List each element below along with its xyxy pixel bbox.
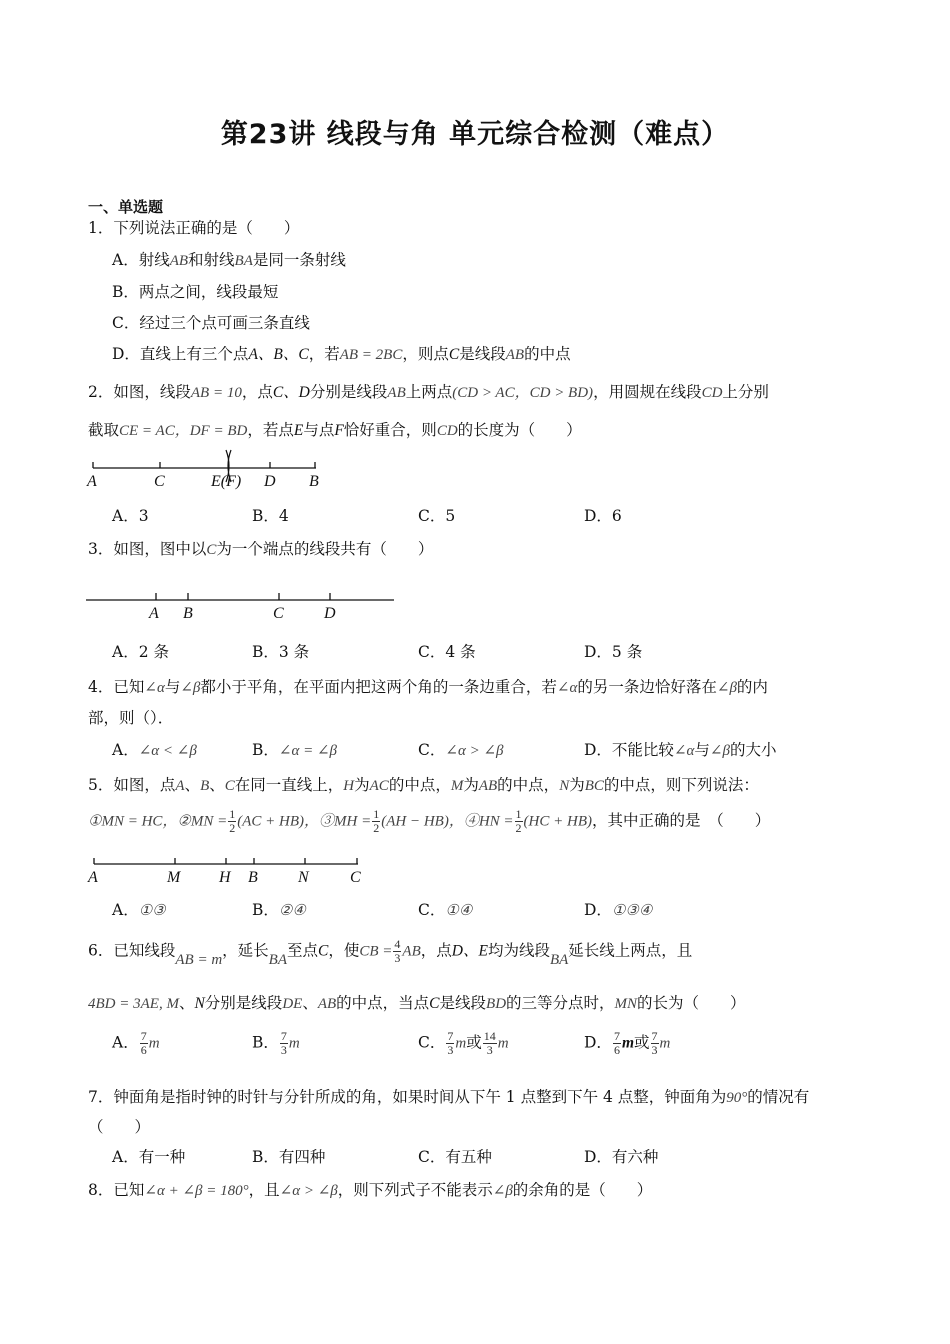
text: 为 xyxy=(569,776,585,794)
label: A． xyxy=(112,901,139,919)
math: AC xyxy=(369,778,389,794)
label-h: H xyxy=(219,869,231,886)
math: AB xyxy=(402,943,421,960)
fraction-half: $\frac{1}{2}$ xyxy=(229,807,236,835)
math: ∠α = ∠β xyxy=(278,743,337,759)
math: BC xyxy=(584,778,604,794)
label: A． xyxy=(112,741,139,759)
text: ，则点 xyxy=(402,345,449,363)
text: 与点 xyxy=(303,421,335,439)
math: ①③④ xyxy=(611,903,653,919)
question-4-option-c xyxy=(418,738,503,760)
text: 4．已知 xyxy=(88,678,145,696)
question-4-option-d xyxy=(584,738,776,760)
question-6-option-b xyxy=(252,1030,300,1057)
point: N xyxy=(194,995,205,1012)
text: 上两点 xyxy=(405,383,453,401)
label-c: C xyxy=(273,605,284,622)
question-3-option-c: C．4 条 xyxy=(418,643,476,661)
text: ，若 xyxy=(308,345,340,363)
question-4-line-2: 部，则（）． xyxy=(88,709,174,727)
math: H xyxy=(343,778,355,794)
text: ，使 xyxy=(328,941,360,960)
question-6-line-2 xyxy=(88,991,746,1013)
fraction: $\frac{7}{6}$ xyxy=(140,1029,147,1057)
label-n: N xyxy=(298,869,309,886)
text: 的余角的是（ ） xyxy=(512,1181,653,1199)
question-7-line-2: （ ） xyxy=(88,1118,151,1136)
question-7-option-a: A．有一种 xyxy=(112,1148,186,1166)
text: 的长度为（ ） xyxy=(457,421,582,439)
text: ，则下列式子不能表示 xyxy=(337,1181,493,1199)
label: D． xyxy=(584,901,612,919)
question-3-option-d: D．5 条 xyxy=(584,643,643,661)
label-b: B xyxy=(248,869,258,886)
question-2-line-1 xyxy=(88,380,769,402)
math: ∠β xyxy=(716,680,737,696)
question-7-line-1 xyxy=(88,1085,809,1107)
math: DE xyxy=(282,996,303,1012)
math: CB = xyxy=(359,943,393,960)
text: 是线段 xyxy=(459,345,506,363)
math: AB = 2BC xyxy=(339,347,403,363)
label-b: B xyxy=(309,473,319,490)
text: 上分别 xyxy=(722,383,769,401)
label: B． xyxy=(252,741,279,759)
label: C． xyxy=(418,1033,446,1052)
math: ∠β xyxy=(180,680,201,696)
label: B． xyxy=(252,901,279,919)
fraction: $\frac{7}{3}$ xyxy=(280,1029,287,1057)
label-c: C xyxy=(154,473,165,490)
fraction: $\frac{7}{3}$ xyxy=(651,1029,658,1057)
question-5-option-d xyxy=(584,898,652,920)
point: C xyxy=(448,346,460,363)
text: 3．如图，图中以 xyxy=(88,540,207,558)
question-4-option-b xyxy=(252,738,337,760)
label: D．不能比较 xyxy=(584,741,674,759)
text: ，且 xyxy=(248,1181,280,1199)
question-2-option-a: A．3 xyxy=(112,507,149,525)
points: A、B、C xyxy=(248,346,309,363)
text: 截取 xyxy=(88,421,120,439)
text: 的中点，当点 xyxy=(336,994,430,1012)
text: 的大小 xyxy=(729,741,777,759)
fraction-half: $\frac{1}{2}$ xyxy=(515,807,522,835)
math: C xyxy=(206,542,217,558)
math: m xyxy=(621,1034,634,1052)
label: A． xyxy=(112,1033,139,1052)
text: 、 xyxy=(209,776,225,794)
math: AB xyxy=(505,347,525,363)
question-2-option-c: C．5 xyxy=(418,507,456,525)
text: 的中点， xyxy=(497,776,560,794)
fraction: $\frac{7}{3}$ xyxy=(447,1029,454,1057)
fraction-half: $\frac{1}{2}$ xyxy=(373,807,380,835)
math: 90° xyxy=(726,1090,748,1106)
math: (CD > AC，CD > BD) xyxy=(452,385,594,401)
text: 恰好重合，则 xyxy=(343,421,437,439)
label-b: B xyxy=(183,605,193,622)
question-1-stem: 1．下列说法正确的是（ ） xyxy=(88,219,300,237)
math: 4BD = 3AE, M xyxy=(88,996,179,1012)
math: ∠α xyxy=(144,680,165,696)
text: 的情况有 xyxy=(747,1088,810,1106)
text: 的内 xyxy=(736,678,768,696)
label-m: M xyxy=(167,869,181,886)
math: BA xyxy=(234,253,253,269)
math: M xyxy=(450,778,464,794)
text: 在同一直线上， xyxy=(234,776,344,794)
math: B xyxy=(200,778,210,794)
point: C xyxy=(429,995,440,1012)
question-3-stem xyxy=(88,537,433,559)
text: 2．如图，线段 xyxy=(88,383,191,401)
question-5-option-b xyxy=(252,898,306,920)
question-5-figure xyxy=(82,852,372,892)
text: ，延长 xyxy=(222,941,269,960)
math: BA xyxy=(549,951,569,968)
math: CE = AC，DF = BD xyxy=(119,423,248,439)
question-8-stem xyxy=(88,1178,652,1200)
text: 是线段 xyxy=(439,994,487,1012)
label-a: A xyxy=(88,869,98,886)
text: 5．如图，点 xyxy=(88,776,176,794)
text: 的另一条边恰好落在 xyxy=(577,678,717,696)
fraction: $\frac{4}{3}$ xyxy=(394,937,401,965)
question-1-option-d xyxy=(112,342,571,364)
points: C、D xyxy=(272,384,310,401)
question-1-option-c: C．经过三个点可画三条直线 xyxy=(112,314,310,332)
question-1-option-a xyxy=(112,248,346,270)
math: ①MN = HC，②MN = xyxy=(88,813,228,830)
math: m xyxy=(455,1035,467,1052)
text: 或 xyxy=(634,1033,650,1052)
math: AB xyxy=(317,996,337,1012)
label-a: A xyxy=(87,473,97,490)
section-heading: 一、单选题 xyxy=(88,198,164,216)
text: ，点 xyxy=(241,383,273,401)
text: 均为线段 xyxy=(487,941,550,960)
question-2-option-d: D．6 xyxy=(584,507,622,525)
question-3-option-b: B．3 条 xyxy=(252,643,310,661)
math: ∠α < ∠β xyxy=(138,743,197,759)
text: D．直线上有三个点 xyxy=(112,345,249,363)
text: 的中点 xyxy=(524,345,571,363)
math: ∠β xyxy=(492,1183,513,1199)
text: 、 xyxy=(302,994,318,1012)
label-ef: E(F) xyxy=(211,473,242,490)
text: 延长线上两点，且 xyxy=(568,941,693,960)
text: 、 xyxy=(178,994,195,1012)
question-7-option-b: B．有四种 xyxy=(252,1148,326,1166)
math: m xyxy=(148,1035,160,1052)
math: (AH − HB)，④HN = xyxy=(381,813,514,830)
text: 的中点，则下列说法： xyxy=(603,776,759,794)
math: AB = 10 xyxy=(190,385,242,401)
text: ，点 xyxy=(420,941,452,960)
text: 或 xyxy=(466,1033,482,1052)
fraction: $\frac{14}{3}$ xyxy=(483,1029,496,1057)
question-6-option-d xyxy=(584,1030,670,1057)
text: 8．已知 xyxy=(88,1181,145,1199)
math: ∠α + ∠β = 180° xyxy=(144,1183,249,1199)
label: D． xyxy=(584,1033,612,1052)
text: 分别是线段 xyxy=(309,383,388,401)
fraction: $\frac{7}{6}$ xyxy=(613,1029,620,1057)
question-6-option-a xyxy=(112,1030,160,1057)
text: ，用圆规在线段 xyxy=(593,383,702,401)
math: ①③ xyxy=(138,903,166,919)
text: 的长为（ ） xyxy=(637,994,746,1012)
question-7-option-c: C．有五种 xyxy=(418,1148,492,1166)
page-title: 第23讲 线段与角 单元综合检测（难点） xyxy=(220,119,730,150)
math: ∠α > ∠β xyxy=(445,743,504,759)
math: (AC + HB)，③MH = xyxy=(237,813,372,830)
math: MN xyxy=(614,996,638,1012)
text: 6．已知线段 xyxy=(88,941,176,960)
point: E xyxy=(293,422,304,439)
text: 与 xyxy=(694,741,710,759)
question-6-option-c xyxy=(418,1030,509,1057)
math: ∠β xyxy=(709,743,730,759)
text: 的三等分点时， xyxy=(506,994,615,1012)
text: ，其中正确的是 （ ） xyxy=(591,811,771,830)
question-5-option-a xyxy=(112,898,166,920)
math: CD xyxy=(436,423,458,439)
text: 为一个端点的线段共有（ ） xyxy=(216,540,434,558)
math: BD xyxy=(486,996,507,1012)
label: C． xyxy=(418,741,446,759)
math: m xyxy=(497,1035,509,1052)
math: (HC + HB) xyxy=(523,813,592,830)
math: ∠α xyxy=(556,680,578,696)
math: m xyxy=(659,1035,671,1052)
math: AB = m xyxy=(175,951,223,968)
math: AB xyxy=(478,778,498,794)
question-4-option-a xyxy=(112,738,197,760)
question-2-option-b: B．4 xyxy=(252,507,289,525)
math: m xyxy=(288,1035,300,1052)
label-d: D xyxy=(324,605,336,622)
text: 至点 xyxy=(287,941,319,960)
text: 都小于平角，在平面内把这两个角的一条边重合，若 xyxy=(200,678,557,696)
math: ∠α xyxy=(673,743,695,759)
math: ∠α > ∠β xyxy=(279,1183,338,1199)
text: 、 xyxy=(184,776,201,794)
label: C． xyxy=(418,901,446,919)
text: 和射线 xyxy=(188,251,235,269)
math: C xyxy=(224,778,235,794)
point: C xyxy=(318,942,329,960)
text: 是同一条射线 xyxy=(252,251,346,269)
question-5-line-2 xyxy=(88,808,770,835)
math: AB xyxy=(169,253,189,269)
text: 为 xyxy=(463,776,479,794)
label-c: C xyxy=(350,869,361,886)
math: N xyxy=(559,778,570,794)
label-a: A xyxy=(149,605,159,622)
math: AB xyxy=(387,385,406,401)
text: ，若点 xyxy=(247,421,294,439)
text: 为 xyxy=(354,776,370,794)
question-2-line-2 xyxy=(88,418,582,440)
label: B． xyxy=(252,1033,279,1052)
math: A xyxy=(175,778,185,794)
text: 7．钟面角是指时钟的时针与分针所成的角，如果时间从下午 1 点整到下午 4 点整，钟面角为 xyxy=(88,1088,727,1106)
text: 分别是线段 xyxy=(204,994,283,1012)
question-7-option-d: D．有六种 xyxy=(584,1148,659,1166)
question-4-line-1 xyxy=(88,675,768,697)
question-3-option-a: A．2 条 xyxy=(112,643,169,661)
question-1-option-b: B．两点之间，线段最短 xyxy=(112,283,279,301)
question-3-figure xyxy=(84,586,404,626)
math: CD xyxy=(701,385,723,401)
math: ①④ xyxy=(445,903,473,919)
text: A．射线 xyxy=(112,251,170,269)
math: ②④ xyxy=(278,903,306,919)
question-6-line-1 xyxy=(88,937,693,968)
question-5-option-c xyxy=(418,898,472,920)
point: F xyxy=(334,422,344,439)
label-d: D xyxy=(264,473,276,490)
text: 的中点， xyxy=(388,776,451,794)
math: BA xyxy=(268,951,287,968)
text: 与 xyxy=(164,678,181,696)
question-5-line-1 xyxy=(88,773,759,795)
points: D、E xyxy=(451,942,488,960)
question-2-figure xyxy=(80,448,340,496)
